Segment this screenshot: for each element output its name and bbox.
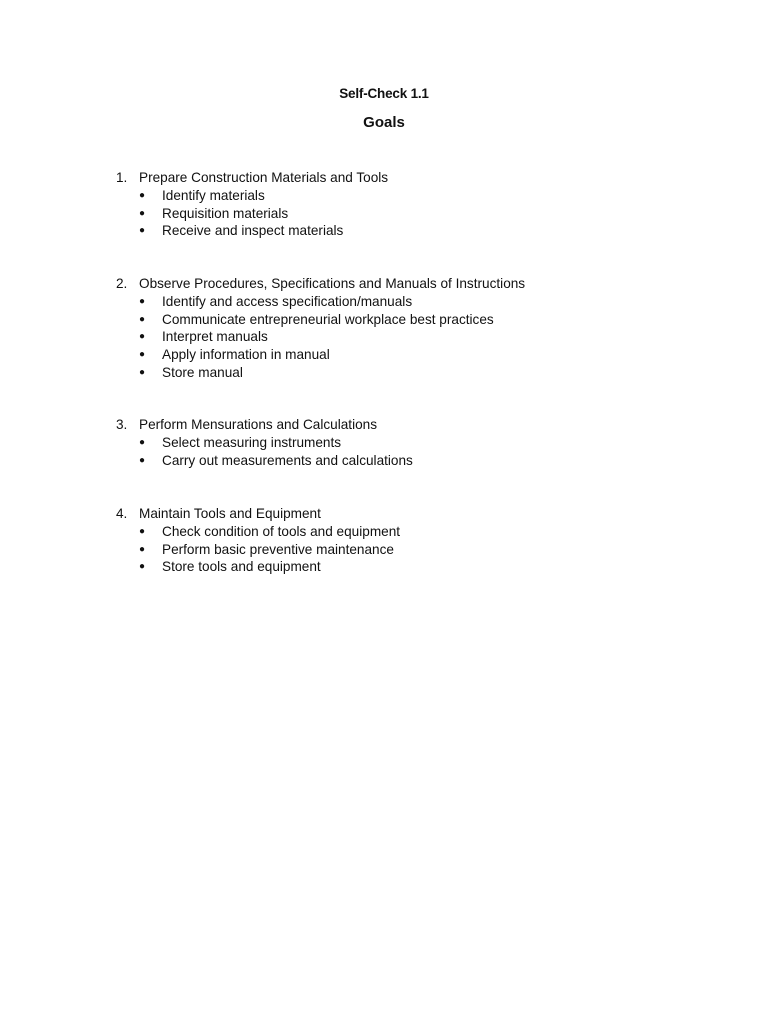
list-item-text: Carry out measurements and calculations (162, 452, 413, 468)
section-title: Prepare Construction Materials and Tools (139, 170, 389, 185)
list-item-text: Store tools and equipment (162, 559, 321, 575)
list-item-text: Requisition materials (162, 205, 289, 221)
list-item (116, 541, 716, 559)
list-item (116, 452, 716, 470)
bullet-dot-icon: ● (139, 190, 146, 201)
list-item-text: Communicate entrepreneurial workplace best practices (162, 311, 494, 327)
section-number: 1. (116, 170, 128, 185)
bullet-list (116, 523, 716, 576)
bullet-dot-icon: ● (139, 454, 146, 466)
bullet-dot-icon: ● (139, 561, 146, 573)
section-title: Perform Mensurations and Calculations (139, 417, 378, 432)
list-item (116, 364, 716, 382)
goal-section-2 (116, 275, 716, 381)
list-item (116, 434, 716, 452)
section-heading (116, 416, 716, 434)
section-number: 2. (116, 276, 128, 291)
section-number: 4. (116, 506, 128, 521)
bullet-dot-icon: ● (139, 331, 146, 343)
list-item (116, 187, 716, 205)
section-title: Maintain Tools and Equipment (139, 506, 321, 521)
list-item (116, 222, 716, 240)
section-title: Observe Procedures, Specifications and Manuals of Instructions (139, 276, 526, 291)
list-item-text: Select measuring instruments (162, 435, 342, 450)
list-item (116, 346, 716, 364)
list-item-text: Apply information in manual (162, 347, 330, 363)
bullet-dot-icon: ● (139, 543, 146, 555)
document-subtitle: Goals (363, 114, 405, 131)
bullet-dot-icon: ● (139, 225, 146, 237)
list-item (116, 293, 716, 311)
bullet-list (116, 293, 716, 381)
list-item-text: Identify materials (162, 188, 265, 203)
bullet-dot-icon: ● (139, 349, 146, 361)
goal-section-4 (116, 505, 716, 576)
list-item-text: Receive and inspect materials (162, 223, 344, 239)
section-heading (116, 505, 716, 523)
list-item-text: Identify and access specification/manuals (162, 294, 413, 309)
goal-section-1 (116, 169, 716, 240)
section-number: 3. (116, 417, 128, 432)
list-item (116, 558, 716, 576)
list-item-text: Interpret manuals (162, 329, 268, 345)
bullet-dot-icon: ● (139, 437, 146, 448)
section-heading (116, 275, 716, 293)
document-title: Self-Check 1.1 (339, 86, 429, 101)
bullet-dot-icon: ● (139, 207, 146, 219)
bullet-dot-icon: ● (139, 296, 146, 307)
bullet-dot-icon: ● (139, 313, 146, 325)
bullet-list (116, 187, 716, 240)
goal-section-3 (116, 416, 716, 469)
section-heading (116, 169, 716, 187)
list-item (116, 205, 716, 223)
list-item-text: Store manual (162, 364, 243, 380)
list-item-text: Perform basic preventive maintenance (162, 541, 394, 557)
bullet-list (116, 434, 716, 469)
list-item-text: Check condition of tools and equipment (162, 524, 401, 539)
bullet-dot-icon: ● (139, 366, 146, 378)
list-item (116, 328, 716, 346)
list-item (116, 311, 716, 329)
bullet-dot-icon: ● (139, 526, 146, 537)
list-item (116, 523, 716, 541)
